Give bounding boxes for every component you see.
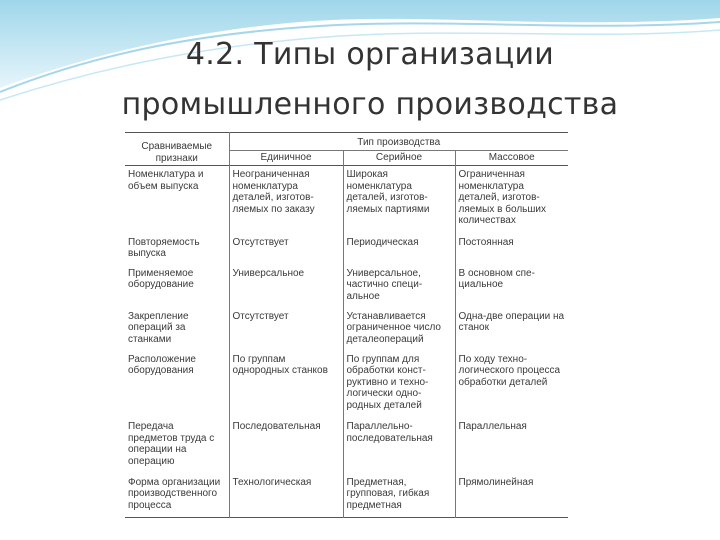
cell-serial: Устанавливается ограниченное число деталеопераций [343, 308, 455, 351]
cell-single: Отсутствует [229, 308, 343, 351]
row-criterion: Закрепление операций за станками [128, 310, 189, 345]
cell-single: По группам однородных станков [229, 351, 343, 419]
cell-mass: Одна-две операции на станок [455, 308, 568, 351]
cell-single: Неограниченная номенклатура деталей, изготовляемых по заказу [229, 166, 343, 234]
cell-single: Последовательная [229, 418, 343, 473]
cell-mass: В основном специальное [455, 265, 568, 308]
slide-title [60, 30, 680, 130]
table-row [125, 351, 568, 419]
cell-single: Универсальное [229, 265, 343, 308]
cell-serial: Широкая номенклатура деталей, изготовляемых партиями [343, 166, 455, 234]
slide-title-line-1: 4.2. Типы организации [185, 37, 555, 72]
table-row [125, 265, 568, 308]
header-production-type: Тип производства [229, 133, 568, 151]
column-header-serial: Серийное [343, 151, 455, 166]
row-criterion: Применяемое оборудование [128, 267, 194, 291]
cell-serial: Параллельно-последовательная [343, 418, 455, 473]
cell-mass: Параллельная [455, 418, 568, 473]
cell-mass: Прямолинейная [455, 474, 568, 518]
column-header-single: Единичное [229, 151, 343, 166]
row-criterion: Форма организации производственного процесса [128, 476, 221, 511]
table-row [125, 418, 568, 473]
table-row [125, 474, 568, 518]
table-row [125, 234, 568, 265]
cell-serial: Универсальное, частично специальное [343, 265, 455, 308]
cell-mass: По ходу технологического процесса обработки деталей [455, 351, 568, 419]
column-header-mass: Массовое [455, 151, 568, 166]
table-row [125, 308, 568, 351]
table-row [125, 166, 568, 234]
cell-serial: По группам для обработки конструктивно и технологически однородных деталей [343, 351, 455, 419]
cell-mass: Постоянная [455, 234, 568, 265]
row-criterion: Номенклатура и объем выпуска [128, 169, 204, 192]
production-types-table [125, 132, 568, 517]
slide-title-line-2: промышленного производства [121, 87, 619, 122]
row-criterion: Расположение оборудования [128, 353, 196, 377]
row-criterion: Передача предметов труда с операции на операцию [128, 421, 215, 467]
cell-single: Отсутствует [229, 234, 343, 265]
cell-single: Технологическая [229, 474, 343, 518]
cell-serial: Предметная, групповая, гибкая предметная [343, 474, 455, 518]
cell-mass: Ограниченная номенклатура деталей, изготовляемых в больших количествах [455, 166, 568, 234]
cell-serial: Периодическая [343, 234, 455, 265]
header-criteria: Сравниваемые признаки [141, 141, 213, 164]
row-criterion: Повторяемость выпуска [128, 236, 200, 260]
